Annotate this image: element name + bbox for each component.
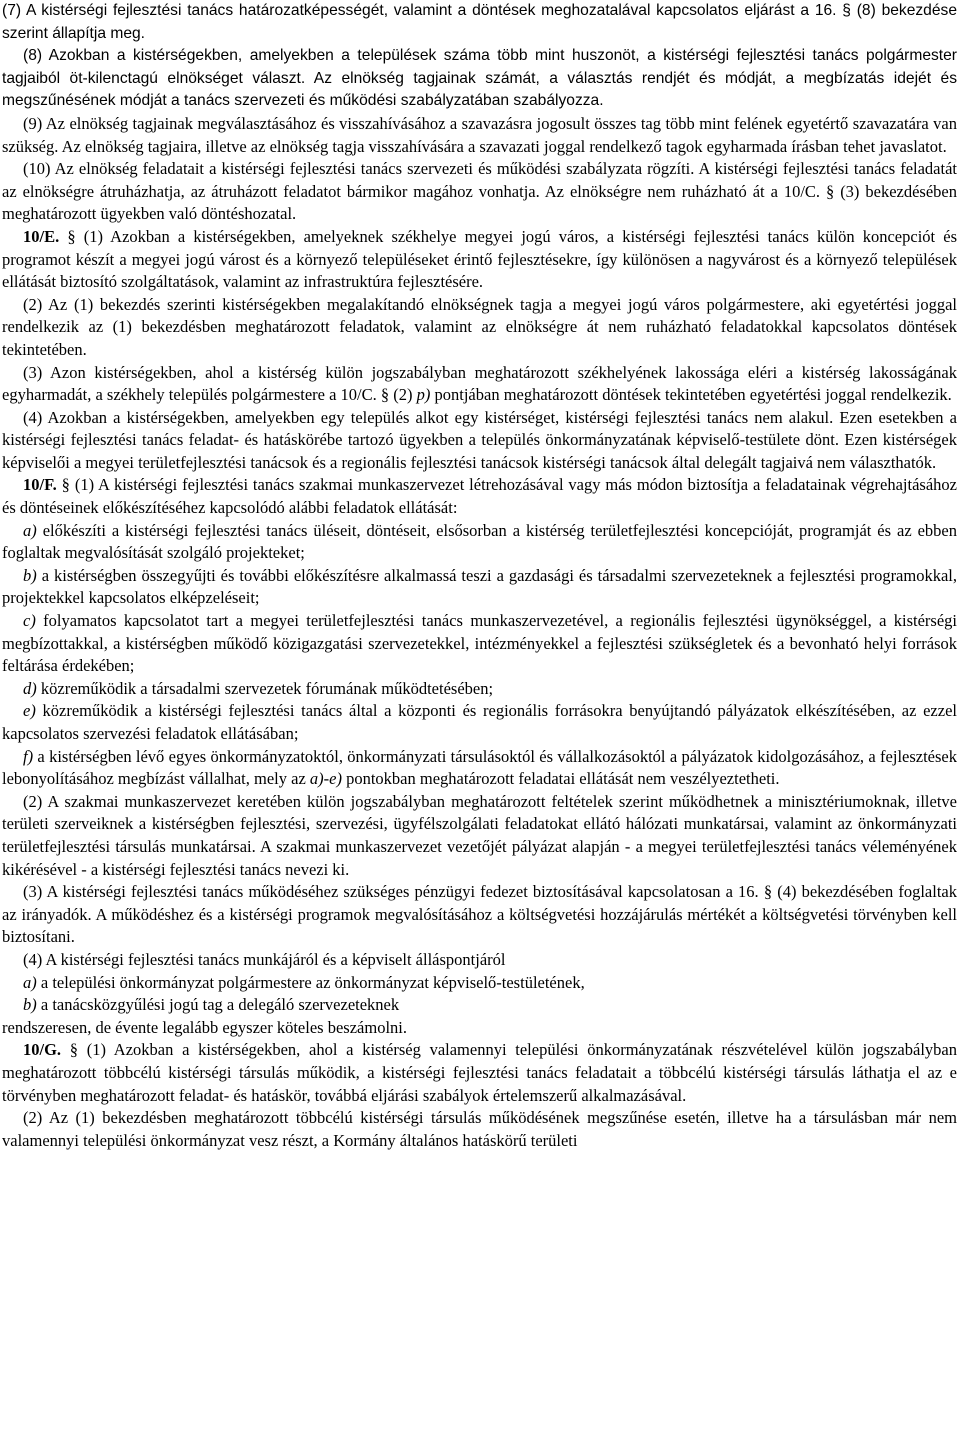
paragraph-text: (3) Azon kistérségekben, ahol a kistérség külön jogszabályban meghatározott székhelyének lakossága eléri a kistérség lakosságának egyharmadát, a székhely település polgármestere a 10/C. § (2) (2, 362, 957, 405)
paragraph-p1 (2, 0, 957, 45)
point-label: c) (23, 611, 36, 631)
paragraph-p16 (2, 791, 957, 881)
paragraph-text: pontokban meghatározott feladatai ellátását nem veszélyeztetheti. (341, 769, 780, 789)
section-number: 10/G. (23, 1040, 62, 1060)
paragraph-text: a települési önkormányzat polgármestere az önkormányzat képviselő-testületének, (36, 972, 585, 992)
paragraph-text: (3) A kistérségi fejlesztési tanács működéséhez szükséges pénzügyi fedezet biztosításával kapcsolatosan a 16. § (4) bekezdésében foglaltak az irányadók. A működéshez és a kistérségi programok megvalósításához a költségvetési hozzájárulás mértékét a költségvetési törvényben kell biztosítani. (2, 882, 957, 947)
paragraph-text: a tanácsközgyűlési jogú tag a delegáló szervezeteknek (36, 995, 400, 1015)
paragraph-text: § (1) A kistérségi fejlesztési tanács szakmai munkaszervezet létrehozásával vagy más módon biztosítja a feladatainak végrehajtásához és döntéseinek előkészítéséhez kapcsolódó alábbi feladatok ellátását: (2, 475, 957, 518)
paragraph-p14 (2, 700, 957, 745)
paragraph-p10 (2, 520, 957, 565)
paragraph-text: közreműködik a társadalmi szervezetek fórumának működtetésében; (36, 678, 494, 698)
paragraph-p22 (2, 1039, 957, 1107)
point-label: e) (23, 701, 36, 721)
section-number: 10/F. (23, 475, 57, 495)
paragraph-p15 (2, 746, 957, 791)
paragraph-text: előkészíti a kistérségi fejlesztési tanács üléseit, döntéseit, elsősorban a kistérség területfejlesztési koncepcióját, programját és az ebben foglaltak megvalósítását szolgáló projekteket; (2, 520, 957, 563)
paragraph-p4 (2, 158, 957, 226)
paragraph-text: (2) A szakmai munkaszervezet keretében külön jogszabályban meghatározott feltételek szerint működhetnek a minisztériumoknak, illetve területi szerveiknek a kistérségben fejlesztési, szervezési, ügyfélszolgálati feladatokat ellátó hálózati munkatársai, valamint az önkormányzati területfejlesztési társulás munkatársai. A szakmai munkaszervezet vezetőjét pályázat alapján - a megyei területfejlesztési tanács véleményének kikérésével - a kistérségi fejlesztési tanács nevezi ki. (2, 791, 957, 879)
paragraph-text: a kistérségben lévő egyes önkormányzatoktól, önkormányzati társulásoktól és vállalkozásoktól a pályázatok kidolgozásához, a fejlesztések lebonyolításához megbízást vállalhat, mely az (2, 746, 957, 789)
point-label: b) (23, 995, 37, 1015)
paragraph-p5 (2, 226, 957, 294)
paragraph-text: (4) A kistérségi fejlesztési tanács munkájáról és a képviselt álláspontjáról (23, 949, 506, 969)
paragraph-p6 (2, 294, 957, 362)
paragraph-p7 (2, 362, 957, 407)
paragraph-text: pontjában meghatározott döntések tekintetében egyetértési joggal rendelkezik. (430, 385, 952, 405)
paragraph-text: § (1) Azokban a kistérségekben, amelyeknek székhelye megyei jogú város, a kistérségi fejlesztési tanács külön koncepciót és programot készít a megyei jogú várost és a környező településeket érintő fejlesztésekre, így különösen a nagyvárost és a környező települések ellátását biztosító szolgáltatások, valamint az infrastruktúra fejlesztésére. (2, 226, 957, 292)
paragraph-p12 (2, 610, 957, 678)
point-label: f) (23, 746, 34, 766)
point-label: a) (23, 972, 37, 992)
paragraph-p17 (2, 881, 957, 949)
paragraph-text: (7) A kistérségi fejlesztési tanács határozatképességét, valamint a döntések meghozatalával kapcsolatos eljárást a 16. § (8) bekezdése szerint állapítja meg. (2, 2, 957, 42)
paragraph-text: (9) Az elnökség tagjainak megválasztásához és visszahívásához a szavazásra jogosult összes tag több mint felének egyetértő szavazatára van szükség. Az elnökség tagjaira, illetve az elnökség tagja visszahívására a szavazati joggal rendelkező tagok egyharmada írásban tehet javaslatot. (2, 113, 957, 156)
paragraph-text: folyamatos kapcsolatot tart a megyei területfejlesztési tanács munkaszervezetével, a regionális fejlesztési ügynökséggel, a kistérségi megbízottakkal, a kistérségben működő közigazgatási szervezetekkel, intézményekkel a fejlesztési szükségletek és a bevonható helyi források feltárása érdekében; (2, 611, 957, 676)
paragraph-p19 (2, 972, 957, 995)
section-number: 10/E. (23, 226, 60, 246)
paragraph-p21 (2, 1017, 957, 1040)
paragraph-p2 (2, 45, 957, 113)
paragraph-p8 (2, 407, 957, 475)
paragraph-text: (8) Azokban a kistérségekben, amelyekben a települések száma több mint huszonöt, a kistérségi fejlesztési tanács polgármester tagjaiból öt-kilenctagú elnökséget választ. Az elnökség tagjainak számát, a választás rendjét és módját, a megbízatás idejét és megszűnésének módját a tanács szervezeti és működési szabályzatában szabályozza. (2, 47, 957, 110)
point-label: p) (416, 385, 431, 405)
point-label: b) (23, 565, 37, 585)
paragraph-p9 (2, 474, 957, 519)
paragraph-text: § (1) Azokban a kistérségekben, ahol a kistérség valamennyi települési önkormányzatának részvételével külön jogszabályban meghatározott többcélú kistérségi társulás működik, a kistérségi fejlesztési tanács feladatait a többcélú kistérségi társulás láthatja el az e törvényben meghatározott feladat- és hatáskör, továbbá eljárási szabályok értelemszerű alkalmazásával. (2, 1040, 957, 1105)
paragraph-text: (10) Az elnökség feladatait a kistérségi fejlesztési tanács szervezeti és működési szabályzata rögzíti. A kistérségi fejlesztési tanács feladatát az elnökségre átruházhatja, az átruházott feladatot bármikor magához vonhatja. Az elnökségre nem ruházható át a 10/C. § (3) bekezdésében meghatározott ügyekben való döntéshozatal. (2, 159, 957, 224)
paragraph-text: (2) Az (1) bekezdés szerinti kistérségekben megalakítandó elnökségnek tagja a megyei jogú város polgármestere, aki egyetértési joggal rendelkezik az (1) bekezdésben meghatározott feladatok, valamint az elnökségre át nem ruházható feladatokkal kapcsolatos döntések tekintetében. (2, 294, 957, 359)
paragraph-p11 (2, 565, 957, 610)
point-label: d) (23, 678, 37, 698)
point-label: a) (23, 520, 37, 540)
paragraph-p20 (2, 994, 957, 1017)
paragraph-text: (2) Az (1) bekezdésben meghatározott többcélú kistérségi társulás működésének megszűnése esetén, illetve ha a társulásban már nem valamennyi települési önkormányzat vesz részt, a Kormány általános hatáskörű területi (2, 1108, 957, 1150)
paragraph-text: közreműködik a kistérségi fejlesztési tanács által a központi és regionális forrásokra benyújtandó pályázatok elkészítésében, az ezzel kapcsolatos szervezési feladatok ellátásában; (2, 701, 957, 743)
paragraph-p23 (2, 1107, 957, 1152)
paragraph-p3 (2, 113, 957, 158)
paragraph-p13 (2, 678, 957, 701)
paragraph-text: a kistérségben összegyűjti és további előkészítésre alkalmassá teszi a gazdasági és társadalmi szervezeteknek a fejlesztési programokkal, projektekkel kapcsolatos elképzeléseit; (2, 565, 957, 608)
paragraph-p18 (2, 949, 957, 972)
paragraph-text: (4) Azokban a kistérségekben, amelyekben egy település alkot egy kistérséget, kistérségi fejlesztési tanács nem alakul. Ezen esetekben a kistérségi fejlesztési tanács feladat- és hatáskörébe tartozó ügyekben a település önkormányzatának képviselő-testülete dönt. Ezen kistérségek képviselői a megyei területfejlesztési tanácsok és a regionális fejlesztési tanácsok kistérségi tanácsok által delegált tagjaivá nem választhatók. (2, 407, 957, 472)
paragraph-text: rendszeresen, de évente legalább egyszer köteles beszámolni. (2, 1017, 407, 1037)
point-label: a)-e) (309, 769, 342, 789)
